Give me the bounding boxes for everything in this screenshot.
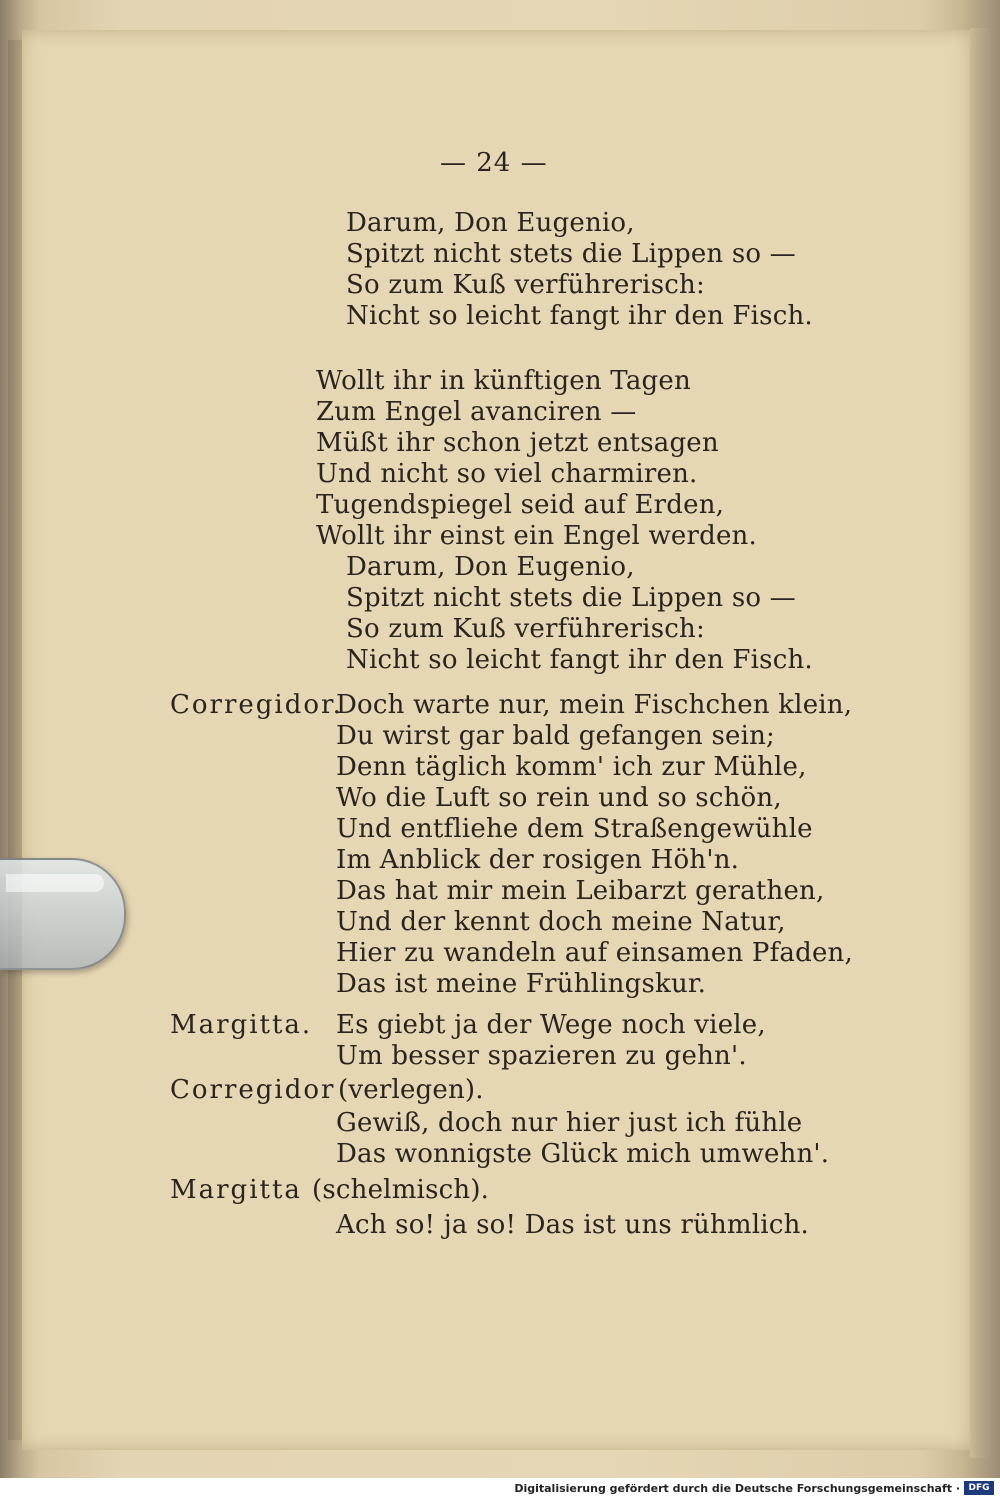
verse-line: Müßt ihr schon jetzt entsagen xyxy=(316,428,719,458)
verse-line: Das hat mir mein Leibarzt gerathen, xyxy=(336,876,825,906)
book-right-edge xyxy=(970,28,990,1458)
verse-line: Und entfliehe dem Straßengewühle xyxy=(336,814,813,844)
verse-line: Wollt ihr in künftigen Tagen xyxy=(316,366,691,396)
verse-line: Nicht so leicht fangt ihr den Fisch. xyxy=(346,301,813,331)
verse-line: Wo die Luft so rein und so schön, xyxy=(336,783,782,813)
paper-clip xyxy=(0,858,126,970)
footer-credit: Digitalisierung gefördert durch die Deutsche Forschungsgemeinschaft · xyxy=(514,1482,960,1495)
verse-line: Darum, Don Eugenio, xyxy=(346,208,635,238)
verse-line: Hier zu wandeln auf einsamen Pfaden, xyxy=(336,938,853,968)
verse-line: Tugendspiegel seid auf Erden, xyxy=(316,490,725,520)
stage-direction: (verlegen). xyxy=(338,1075,484,1105)
verse-line: Darum, Don Eugenio, xyxy=(346,552,635,582)
verse-line: Ach so! ja so! Das ist uns rühmlich. xyxy=(336,1210,809,1240)
verse-line: So zum Kuß verführerisch: xyxy=(346,270,705,300)
verse-line: Das wonnigste Glück mich umwehn'. xyxy=(336,1139,830,1169)
verse-line: Das ist meine Frühlingskur. xyxy=(336,969,707,999)
verse-line: Doch warte nur, mein Fischchen klein, xyxy=(336,690,853,720)
verse-line: Gewiß, doch nur hier just ich fühle xyxy=(336,1108,803,1138)
verse-line: Du wirst gar bald gefangen sein; xyxy=(336,721,776,751)
verse-line: Im Anblick der rosigen Höh'n. xyxy=(336,845,740,875)
verse-line: Spitzt nicht stets die Lippen so — xyxy=(346,583,796,613)
verse-line: Nicht so leicht fangt ihr den Fisch. xyxy=(346,645,813,675)
verse-line: Zum Engel avanciren — xyxy=(316,397,637,427)
stage-direction: (schelmisch). xyxy=(312,1175,490,1205)
verse-line: Und der kennt doch meine Natur, xyxy=(336,907,786,937)
speaker-name: Corregidor xyxy=(170,1075,336,1105)
page-number: — 24 — xyxy=(440,148,548,178)
verse-line: Wollt ihr einst ein Engel werden. xyxy=(316,521,757,551)
verse-line: Denn täglich komm' ich zur Mühle, xyxy=(336,752,807,782)
speaker-name: Margitta. xyxy=(170,1010,313,1040)
verse-line: Und nicht so viel charmiren. xyxy=(316,459,698,489)
verse-line: So zum Kuß verführerisch: xyxy=(346,614,705,644)
verse-line: Um besser spazieren zu gehn'. xyxy=(336,1041,747,1071)
speaker-name: Corregidor. xyxy=(170,690,343,720)
footer-bar xyxy=(0,1478,1000,1500)
dfg-logo: DFG xyxy=(964,1481,994,1495)
speaker-name: Margitta xyxy=(170,1175,302,1205)
verse-line: Es giebt ja der Wege noch viele, xyxy=(336,1010,766,1040)
verse-line: Spitzt nicht stets die Lippen so — xyxy=(346,239,796,269)
